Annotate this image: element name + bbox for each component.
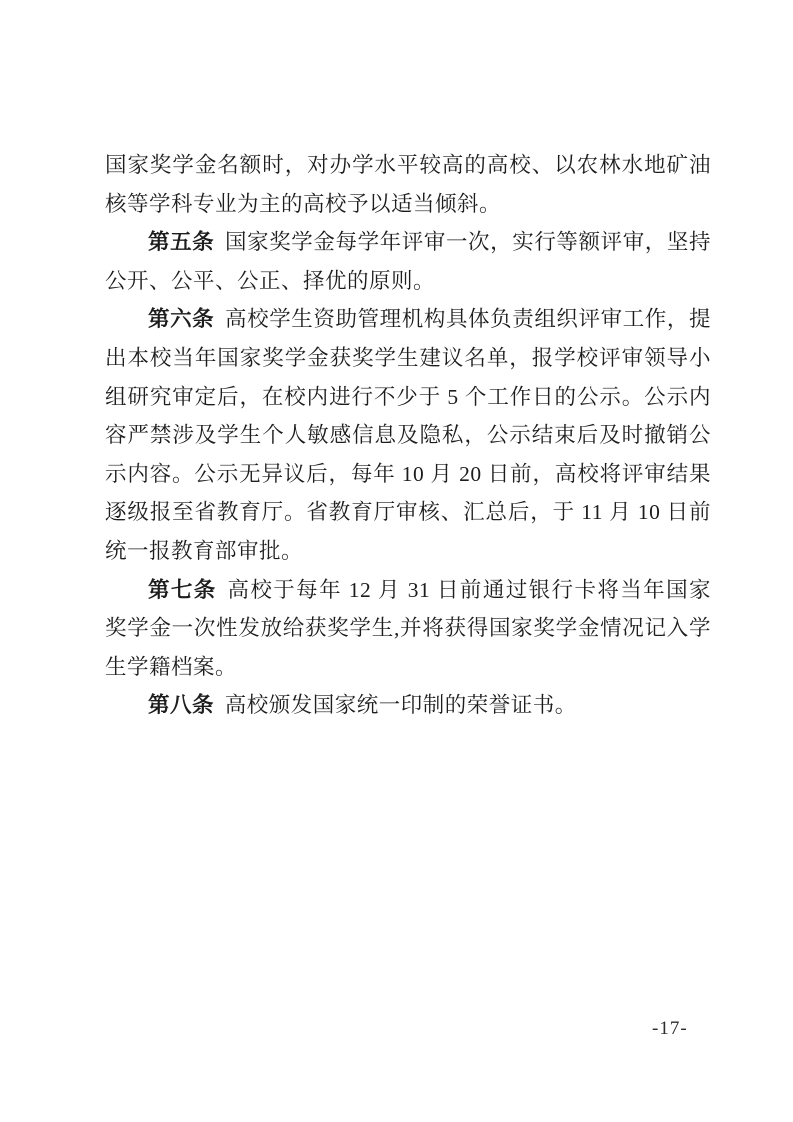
paragraph-text: 国家奖学金每学年评审一次，实行等额评审，坚持公开、公平、公正、择优的原则。 <box>105 230 711 293</box>
paragraph-continued <box>105 146 711 223</box>
paragraph-article-7 <box>105 571 711 687</box>
paragraph-article-6 <box>105 300 711 570</box>
article-5-label: 第五条 <box>148 230 215 255</box>
page-number: -17- <box>652 1018 688 1039</box>
article-8-label: 第八条 <box>148 693 215 718</box>
paragraph-text: 高校学生资助管理机构具体负责组织评审工作，提出本校当年国家奖学金获奖学生建议名单，报学校评审领导小组研究审定后，在校内进行不少于 5 个工作日的公示。公示内容严禁涉及学生个人敏感信息及隐私，公示结束后及时撤销公示内容。公示无异议后，每年 10 月 20 日前，高校将评审结果逐级报至省教育厅。省教育厅审核、汇总后，于 11 月 10 日前统一报教育部审批。 <box>105 307 711 563</box>
article-6-label: 第六条 <box>148 307 215 332</box>
paragraph-text: 国家奖学金名额时，对办学水平较高的高校、以农林水地矿油核等学科专业为主的高校予以适当倾斜。 <box>105 153 711 216</box>
paragraph-text: 高校于每年 12 月 31 日前通过银行卡将当年国家奖学金一次性发放给获奖学生,并将获得国家奖学金情况记入学生学籍档案。 <box>105 577 711 679</box>
paragraph-article-5 <box>105 223 711 300</box>
document-body <box>105 146 711 725</box>
article-7-label: 第七条 <box>148 577 217 602</box>
paragraph-text: 高校颁发国家统一印制的荣誉证书。 <box>224 693 577 718</box>
paragraph-article-8 <box>105 686 711 725</box>
